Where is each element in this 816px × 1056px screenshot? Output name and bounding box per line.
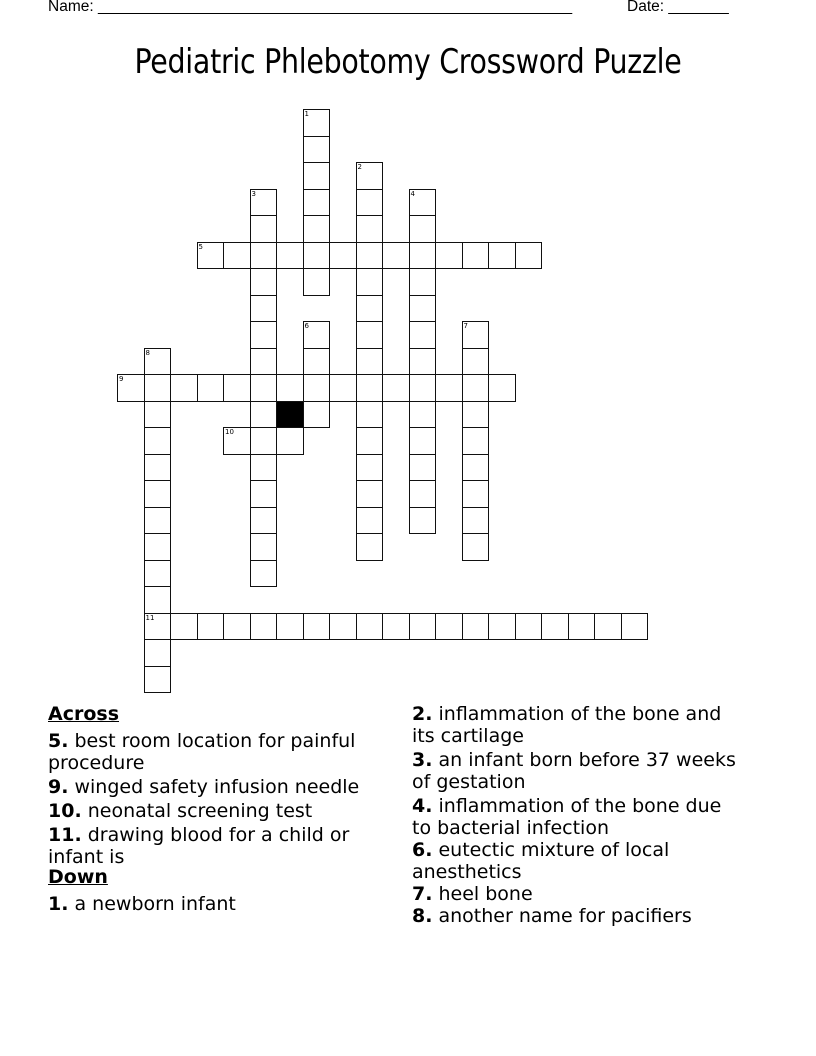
grid-cell[interactable] [462,613,490,641]
grid-cell[interactable] [329,613,357,641]
grid-cell[interactable] [197,242,225,270]
grid-cell[interactable] [144,639,172,667]
grid-cell[interactable] [356,401,384,429]
grid-cell[interactable] [144,560,172,588]
down-heading: Down [48,866,108,888]
grid-cell[interactable] [356,613,384,641]
clue-down-8 [412,905,742,927]
grid-cell[interactable] [303,162,331,190]
grid-cell[interactable] [303,242,331,270]
across-heading: Across [48,703,120,725]
grid-cell[interactable] [409,454,437,482]
grid-cell[interactable] [462,242,490,270]
grid-cell[interactable] [250,295,278,323]
clue-number-label: 10 [225,428,234,436]
grid-cell[interactable] [409,348,437,376]
grid-cell[interactable] [303,189,331,217]
grid-cell[interactable] [356,480,384,508]
grid-cell[interactable] [250,427,278,455]
grid-cell[interactable] [488,613,516,641]
grid-cell[interactable] [356,454,384,482]
grid-cell[interactable] [488,374,516,402]
clue-number: 1. [48,893,69,915]
grid-cell[interactable] [303,401,331,429]
clue-number-label: 4 [410,189,415,198]
clue-down-3 [412,749,742,793]
grid-cell[interactable] [462,321,490,349]
grid-cell[interactable] [144,613,172,641]
clue-text: winged safety infusion needle [68,776,360,798]
grid-cell[interactable] [435,374,463,402]
grid-cell[interactable] [250,321,278,349]
clue-number: 10. [48,800,82,822]
clue-number-label: 6 [304,322,309,330]
clue-number-label: 3 [251,189,256,198]
clue-number: 4. [412,795,433,817]
grid-cell[interactable] [462,533,490,561]
grid-cell[interactable] [144,348,172,376]
grid-cell[interactable] [356,268,384,296]
grid-cell[interactable] [409,427,437,455]
grid-cell[interactable] [276,613,304,641]
grid-cell[interactable] [462,454,490,482]
grid-cell[interactable] [223,374,251,402]
grid-cell[interactable] [250,374,278,402]
grid-cell[interactable] [250,189,278,217]
grid-cell[interactable] [462,480,490,508]
grid-cell[interactable] [329,242,357,270]
grid-cell[interactable] [250,215,278,243]
clue-text: inflammation of the bone due to bacterial infection [412,795,722,839]
grid-cell[interactable] [250,454,278,482]
clue-number: 11. [48,824,82,846]
grid-cell[interactable] [541,613,569,641]
grid-cell[interactable] [356,242,384,270]
grid-cell[interactable] [356,427,384,455]
clue-number-label: 8 [145,348,150,357]
grid-cell[interactable] [462,348,490,376]
grid-cell[interactable] [117,374,145,402]
grid-cell[interactable] [170,613,198,641]
grid-cell[interactable] [356,189,384,217]
grid-cell[interactable] [250,560,278,588]
grid-cell[interactable] [303,215,331,243]
grid-cell[interactable] [382,242,410,270]
clue-text: an infant born before 37 weeks of gestation [412,749,736,793]
grid-cell[interactable] [568,613,596,641]
page-title: Pediatric Phlebotomy Crossword Puzzle [134,42,682,82]
grid-cell[interactable] [276,427,304,455]
grid-cell[interactable] [515,613,543,641]
grid-cell[interactable] [356,374,384,402]
grid-cell[interactable] [250,242,278,270]
clue-across-9 [48,776,388,798]
clue-across-5 [48,730,388,774]
grid-cell[interactable] [144,586,172,614]
grid-cell[interactable] [303,109,331,137]
grid-cell[interactable] [276,374,304,402]
clue-number: 8. [412,905,433,927]
clue-number-label: 7 [463,322,468,330]
clue-number: 3. [412,749,433,771]
clue-down-6 [412,839,742,883]
grid-cell[interactable] [170,374,198,402]
grid-cell[interactable] [250,401,278,429]
grid-cell[interactable] [409,480,437,508]
clue-text: another name for pacifiers [432,905,692,927]
grid-cell[interactable] [303,268,331,296]
clue-down-7 [412,883,742,905]
grid-cell[interactable] [356,162,384,190]
grid-cell[interactable] [329,374,357,402]
grid-cell[interactable] [409,189,437,217]
grid-cell[interactable] [144,480,172,508]
grid-cell[interactable] [144,666,172,694]
grid-cell[interactable] [409,507,437,535]
grid-cell[interactable] [409,242,437,270]
grid-cell[interactable] [197,374,225,402]
grid-cell[interactable] [303,613,331,641]
grid-cell[interactable] [250,533,278,561]
grid-cell[interactable] [409,401,437,429]
grid-cell[interactable] [250,348,278,376]
clues-left-column [48,703,388,917]
clue-number-label: 5 [198,242,203,251]
clue-text: best room location for painful procedure [48,730,356,774]
grid-cell[interactable] [144,374,172,402]
grid-cell[interactable] [303,321,331,349]
clue-number: 5. [48,730,69,752]
clue-number-label: 1 [304,110,309,118]
grid-cell[interactable] [462,374,490,402]
grid-cell[interactable] [356,507,384,535]
grid-cell[interactable] [462,427,490,455]
clues-right-column [412,703,742,929]
grid-cell[interactable] [409,215,437,243]
clue-text: neonatal screening test [81,800,313,822]
grid-cell[interactable] [144,533,172,561]
grid-cell[interactable] [356,533,384,561]
clue-number-label: 2 [357,163,362,171]
grid-cell[interactable] [197,613,225,641]
clue-down-4 [412,795,742,839]
grid-cell[interactable] [223,613,251,641]
grid-cell[interactable] [435,613,463,641]
grid-cell[interactable] [276,242,304,270]
grid-cell[interactable] [515,242,543,270]
black-cell [276,401,304,429]
grid-cell[interactable] [250,480,278,508]
clue-text: inflammation of the bone and its cartilage [412,703,722,747]
clue-down-1 [48,893,388,915]
grid-cell[interactable] [409,613,437,641]
name-field-label: Name: _______________________________________________________ [48,0,573,15]
grid-cell[interactable] [382,374,410,402]
grid-cell[interactable] [303,136,331,164]
clue-text: heel bone [432,883,533,905]
clue-across-10 [48,800,388,822]
clue-text: drawing blood for a child or infant is [48,824,350,868]
grid-cell[interactable] [488,242,516,270]
clue-down-2 [412,703,742,747]
grid-cell[interactable] [356,295,384,323]
grid-cell[interactable] [303,374,331,402]
grid-cell[interactable] [144,507,172,535]
grid-cell[interactable] [250,268,278,296]
grid-cell[interactable] [409,374,437,402]
grid-cell[interactable] [144,427,172,455]
grid-cell[interactable] [356,215,384,243]
clue-number: 2. [412,703,433,725]
grid-cell[interactable] [356,321,384,349]
grid-cell[interactable] [356,348,384,376]
clue-across-11 [48,824,388,868]
grid-cell[interactable] [382,613,410,641]
grid-cell[interactable] [223,427,251,455]
grid-cell[interactable] [223,242,251,270]
date-field-label: Date: _______ [627,0,729,15]
clue-text: a newborn infant [68,893,236,915]
grid-cell[interactable] [303,348,331,376]
grid-cell[interactable] [409,268,437,296]
grid-cell[interactable] [250,613,278,641]
grid-cell[interactable] [594,613,622,641]
grid-cell[interactable] [144,454,172,482]
grid-cell[interactable] [409,321,437,349]
grid-cell[interactable] [462,507,490,535]
clue-number: 7. [412,883,433,905]
grid-cell[interactable] [250,507,278,535]
clue-number: 6. [412,839,433,861]
grid-cell[interactable] [621,613,649,641]
clue-number-label: 9 [119,375,124,383]
grid-cell[interactable] [409,295,437,323]
clue-number-label: 11 [145,613,155,622]
grid-cell[interactable] [435,242,463,270]
grid-cell[interactable] [462,401,490,429]
grid-cell[interactable] [144,401,172,429]
clue-text: eutectic mixture of local anesthetics [412,839,670,883]
clue-number: 9. [48,776,69,798]
